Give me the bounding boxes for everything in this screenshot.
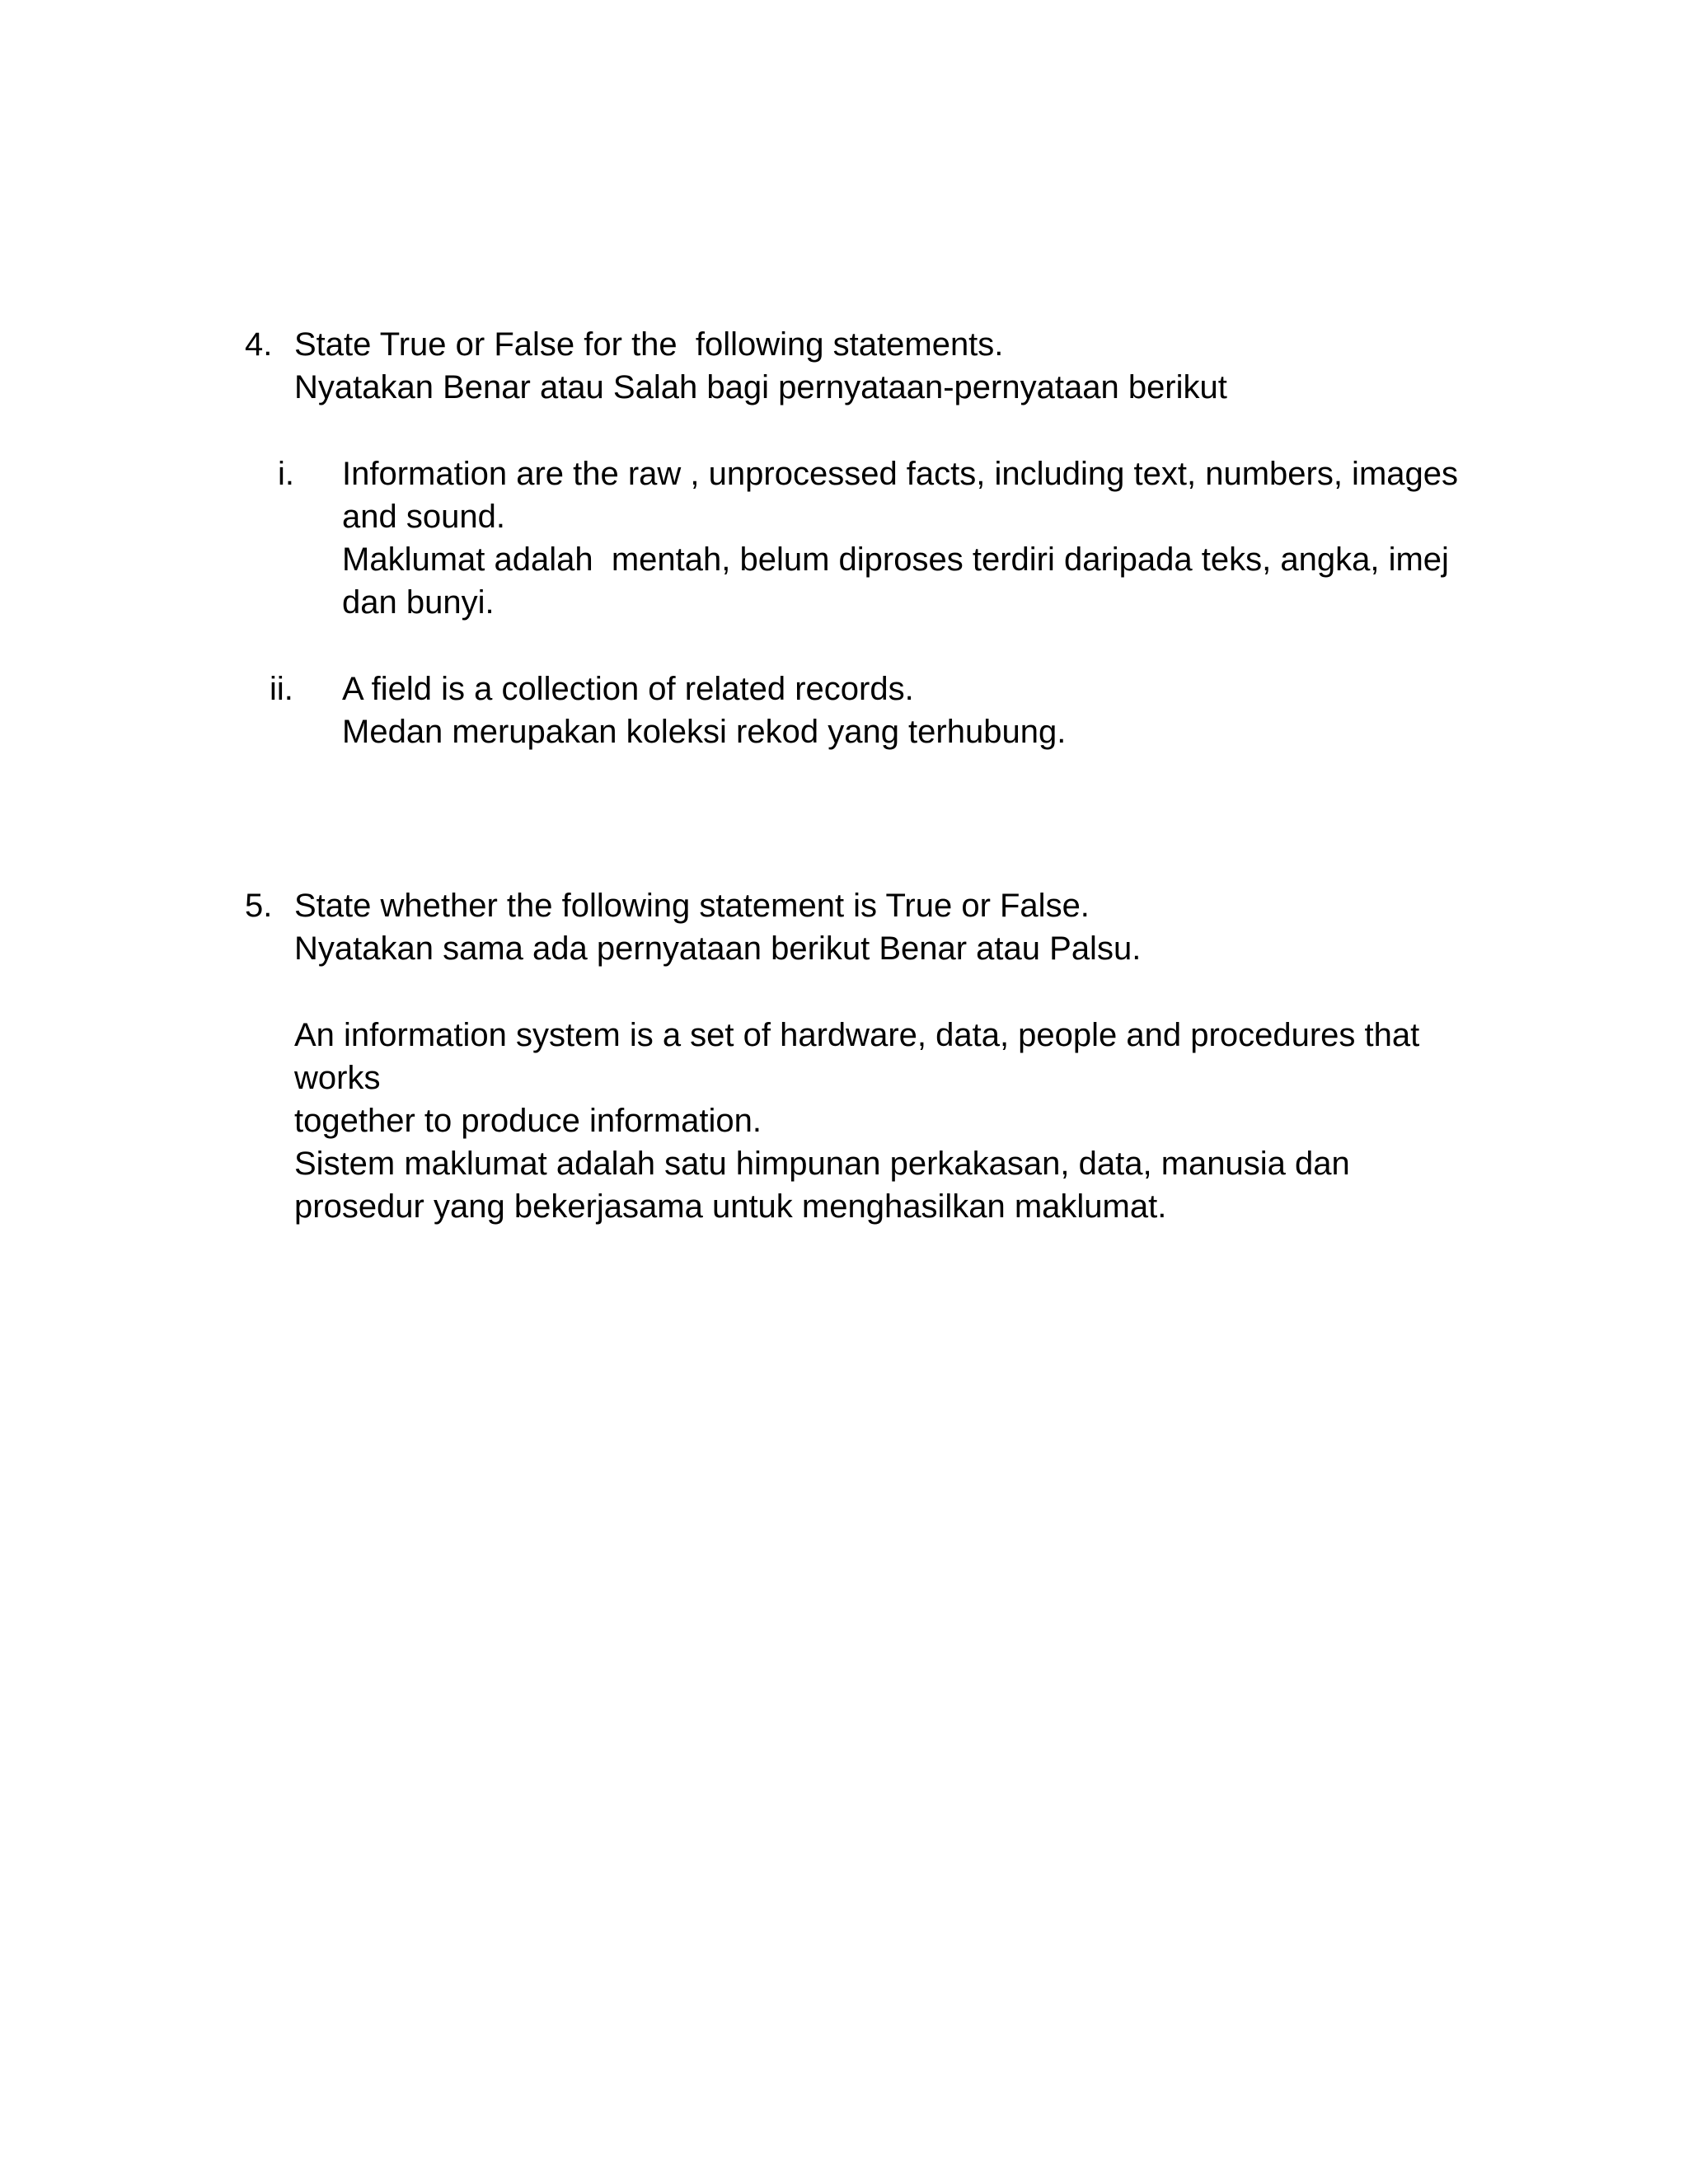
statement-line: Information are the raw , unprocessed facts, including text, numbers, images	[342, 456, 1459, 492]
statement-line: A field is a collection of related records.	[342, 671, 914, 707]
item-marker: ii.	[270, 671, 293, 707]
statement-line: Medan merupakan koleksi rekod yang terhubung.	[342, 714, 1067, 750]
question-number: 4.	[245, 326, 273, 363]
statement-line: prosedur yang bekerjasama untuk menghasilkan maklumat.	[294, 1188, 1167, 1225]
statement-line: and sound.	[342, 499, 505, 535]
question-prompt-en: State whether the following statement is True or False.	[294, 888, 1090, 924]
statement-line: dan bunyi.	[342, 584, 495, 621]
statement-line: works	[294, 1060, 381, 1096]
question-prompt-ms: Nyatakan sama ada pernyataan berikut Benar atau Palsu.	[294, 930, 1142, 967]
question-prompt-ms: Nyatakan Benar atau Salah bagi pernyataan-pernyataan berikut	[294, 369, 1227, 405]
question-number: 5.	[245, 888, 273, 924]
statement-line: Maklumat adalah mentah, belum diproses terdiri daripada teks, angka, imej	[342, 541, 1449, 578]
item-marker: i.	[278, 456, 294, 492]
question-prompt-en: State True or False for the following statements.	[294, 326, 1004, 363]
statement-line: together to produce information.	[294, 1103, 762, 1139]
statement-line: An information system is a set of hardware, data, people and procedures that	[294, 1017, 1420, 1053]
statement-line: Sistem maklumat adalah satu himpunan perkakasan, data, manusia dan	[294, 1146, 1350, 1182]
